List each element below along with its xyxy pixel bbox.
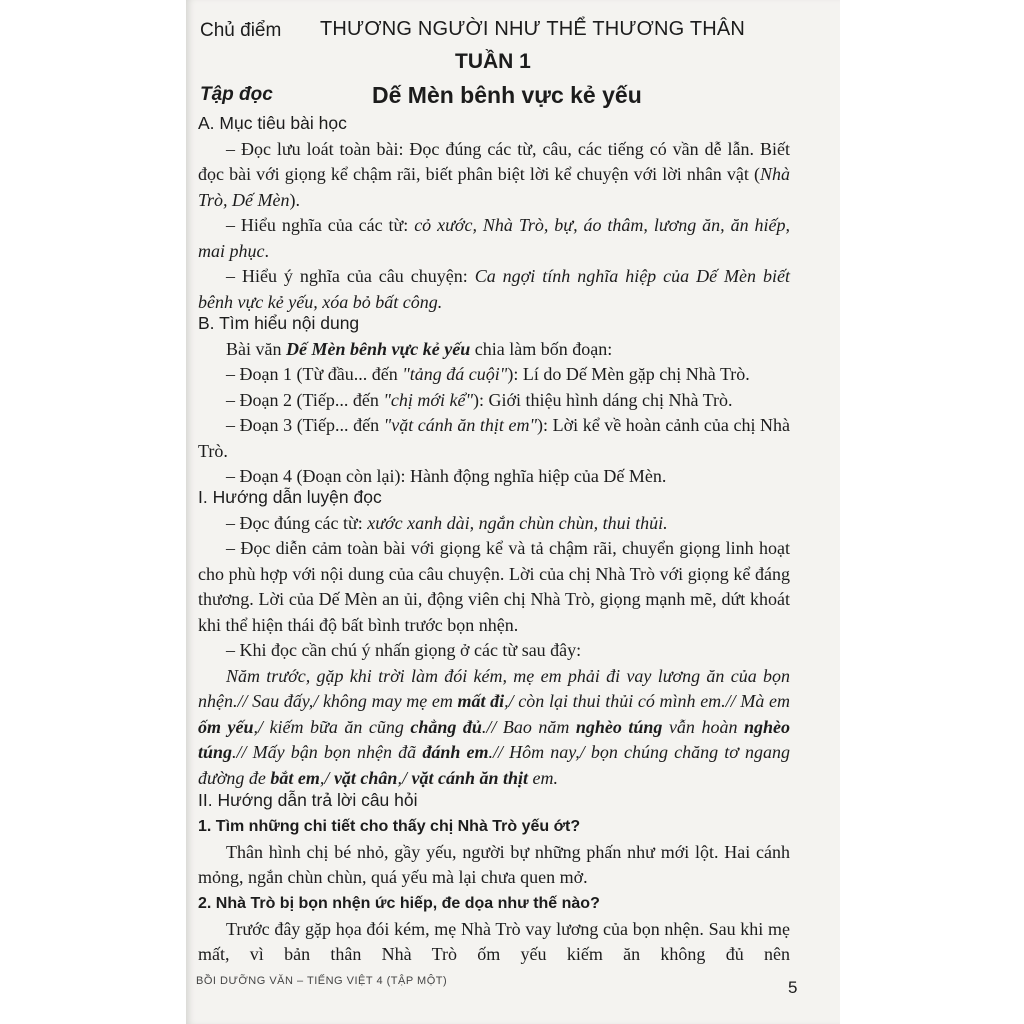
section-a-item-1: – Đọc lưu loát toàn bài: Đọc đúng các từ, câu, các tiếng có vần dễ lẫn. Biết đọc bài với giọng kể chậm rãi, biết phân biệt lời kể chuyện với lời nhân vật (Nhà Trò, Dế Mèn). (198, 138, 790, 210)
reading-excerpt: Năm trước, gặp khi trời làm đói kém, mẹ em phải đi vay lương ăn của bọn nhện.// Sau đấy,/ không may mẹ em mất đi,/ còn lại thui thủi có mình em.// Mà em ốm yếu,/ kiếm bữa ăn cũng chẳng đủ.// Bao năm nghèo túng vẫn hoàn nghèo túng.// Mấy bận bọn nhện đã đánh em.// Hôm nay,/ bọn chúng chăng tơ ngang đường đe bắt em,/ vặt chân,/ vặt cánh ăn thịt em. (198, 665, 790, 788)
answer-1: Thân hình chị bé nhỏ, gầy yếu, người bự những phấn như mới lột. Hai cánh mỏng, ngắn chùn chùn, quá yếu mà lại chưa quen mở. (198, 841, 790, 887)
section-a-heading: A. Mục tiêu bài học (198, 113, 347, 133)
section-a (198, 111, 790, 315)
section-ii (198, 788, 790, 968)
section-b-doan-1: – Đoạn 1 (Từ đầu... đến "tảng đá cuội"): Lí do Dế Mèn gặp chị Nhà Trò. (226, 364, 750, 384)
section-a-item-2: – Hiểu nghĩa của các từ: cỏ xước, Nhà Trò, bự, áo thâm, lương ăn, ăn hiếp, mai phục. (198, 215, 790, 261)
background-left (0, 0, 186, 1024)
section-b-intro: Bài văn Dế Mèn bênh vực kẻ yếu chia làm bốn đoạn: (226, 338, 613, 359)
week-label: TUẦN 1 (455, 50, 531, 73)
theme-title: THƯƠNG NGƯỜI NHƯ THỂ THƯƠNG THÂN (320, 18, 746, 40)
section-ii-heading: II. Hướng dẫn trả lời câu hỏi (198, 790, 418, 810)
page-number: 5 (788, 978, 798, 997)
lesson-title: Dế Mèn bênh vực kẻ yếu (372, 82, 642, 108)
lesson-type: Tập đọc (200, 84, 273, 105)
question-1: 1. Tìm những chi tiết cho thấy chị Nhà Trò yếu ớt? (198, 817, 581, 835)
answer-2: Trước đây gặp họa đói kém, mẹ Nhà Trò vay lương của bọn nhện. Sau khi mẹ mất, vì bản thân Nhà Trò ốm yếu kiếm ăn không đủ nên (198, 918, 790, 964)
section-b-heading: B. Tìm hiểu nội dung (198, 313, 360, 333)
book-title-footer: BỒI DƯỠNG VĂN – TIẾNG VIỆT 4 (TẬP MỘT) (196, 975, 448, 987)
section-b-doan-4: – Đoạn 4 (Đoạn còn lại): Hành động nghĩa hiệp của Dế Mèn. (226, 466, 667, 486)
section-b-doan-2: – Đoạn 2 (Tiếp... đến "chị mới kể"): Giới thiệu hình dáng chị Nhà Trò. (226, 389, 733, 410)
section-b-doan-3: – Đoạn 3 (Tiếp... đến "vặt cánh ăn thịt em"): Lời kể về hoàn cảnh của chị Nhà Trò. (198, 415, 791, 461)
section-i (198, 485, 790, 791)
section-i-item-3: – Khi đọc cần chú ý nhấn giọng ở các từ sau đây: (226, 640, 582, 660)
section-a-item-3: – Hiểu ý nghĩa của câu chuyện: Ca ngợi tính nghĩa hiệp của Dế Mèn biết bênh vực kẻ yếu, xóa bỏ bất công. (198, 266, 791, 312)
section-b (198, 311, 790, 490)
question-2: 2. Nhà Trò bị bọn nhện ức hiếp, đe dọa như thế nào? (198, 894, 600, 912)
section-i-item-1: – Đọc đúng các từ: xước xanh dài, ngắn chùn chùn, thui thủi. (226, 512, 668, 533)
section-i-heading: I. Hướng dẫn luyện đọc (198, 487, 382, 507)
topic-label: Chủ điểm (200, 20, 282, 41)
background-right (840, 0, 1024, 1024)
section-i-item-2: – Đọc diễn cảm toàn bài với giọng kể và tả chậm rãi, chuyển giọng linh hoạt cho phù hợp với nội dung của câu chuyện. Lời của chị Nhà Trò với giọng kể đáng thương. Lời của Dế Mèn an ủi, động viên chị Nhà Trò, giọng mạnh mẽ, dứt khoát khi thể hiện thái độ bất bình trước bọn nhện. (198, 538, 790, 635)
